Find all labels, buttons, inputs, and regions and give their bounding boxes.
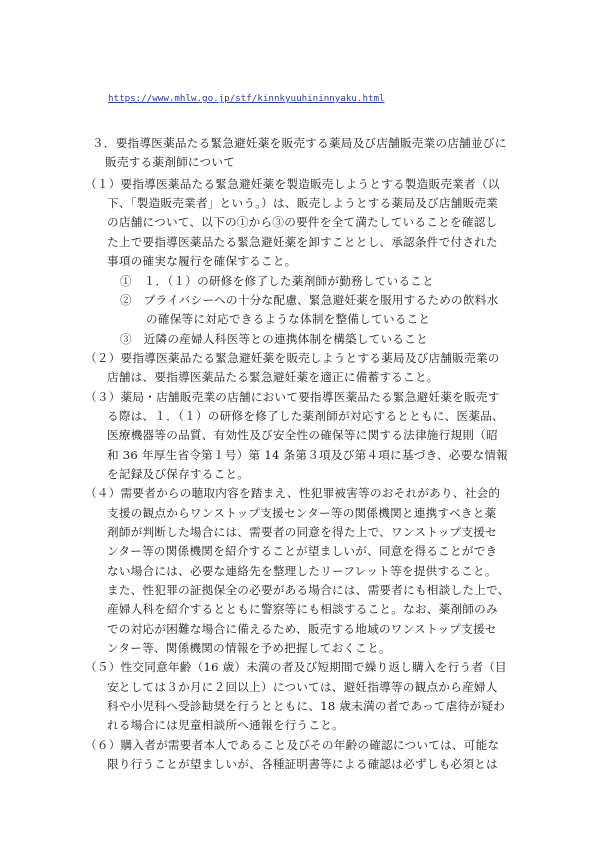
section-3-heading-line-1: ３．要指導医薬品たる緊急避妊薬を販売する薬局及び店舗販売業の店舗並びに (92, 136, 507, 150)
section-3-heading-line-2: 販売する薬剤師について (105, 155, 236, 169)
item-4-line-6: また、性犯罪の証拠保全の必要がある場合には、需要者にも相談した上で、 (107, 583, 510, 597)
item-4-line-9: ンター等、関係機関の情報を予め把握しておくこと。 (107, 641, 391, 655)
item-4-line-5: ない場合には、必要な連絡先を整理したリーフレット等を提供すること。 (107, 564, 497, 578)
item-4-line-2: 支援の観点からワンストップ支援センター等の関係機関と連携すべきと薬 (107, 506, 497, 520)
item-1-line-5: 事項の確実な履行を確保すること。 (107, 254, 297, 268)
item-6-line-2: 限り行うことが望ましいが、各種証明書等による確認は必ずしも必須とは (107, 757, 498, 771)
item-5-line-1: （５）性交同意年齢（16 歳）未満の者及び短期間で繰り返し購入を行う者（目 (85, 660, 507, 674)
item-4-line-8: での対応が困難な場合に備えるため、販売する地域のワンストップ支援セ (107, 622, 497, 636)
item-1-line-4: た上で要指導医薬品たる緊急避妊薬を卸すこととし、承認条件で付された (107, 235, 498, 249)
item-5-line-4: れる場合には児童相談所へ通報を行うこと。 (107, 718, 344, 732)
item-2-line-2: 店舗は、要指導医薬品たる緊急避妊薬を適正に備蓄すること。 (107, 370, 439, 384)
item-4-line-3: 剤師が判断した場合には、需要者の同意を得た上で、ワンストップ支援セ (107, 525, 497, 539)
item-1-line-1: （１）要指導医薬品たる緊急避妊薬を製造販売しようとする製造販売業者（以 (85, 177, 500, 191)
item-4-line-1: （４）需要者からの聴取内容を踏まえ、性犯罪被害等のおそれがあり、社会的 (85, 486, 501, 500)
item-5-line-3: 科や小児科へ受診勧奨を行うとともに、18 歳未満の者であって虐待が疑わ (107, 699, 506, 713)
item-3-line-3: 医療機器等の品質、有効性及び安全性の確保等に関する法律施行規則（昭 (107, 428, 498, 442)
item-1-requirement-3: ③ 近隣の産婦人科医等との連携体制を構築していること (120, 332, 428, 346)
item-6-line-1: （６）購入者が需要者本人であること及びその年齢の確認については、可能な (85, 738, 500, 752)
item-1-requirement-2-line-2: の確保等に対応できるような体制を整備していること (146, 312, 431, 326)
item-1-line-3: の店舗について、以下の①から③の要件を全て満たしていることを確認し (107, 215, 498, 229)
item-3-line-2: る際は、１．（１）の研修を修了した薬剤師が対応するとともに、医薬品、 (107, 409, 504, 423)
item-4-line-4: ンター等の関係機関を紹介することが望ましいが、同意を得ることができ (107, 544, 498, 558)
item-4-line-7: 産婦人科を紹介するとともに警察等にも相談すること。なお、薬剤師のみ (107, 602, 498, 616)
item-5-line-2: 安としては３か月に２回以上）については、避妊指導等の観点から産婦人 (107, 680, 498, 694)
item-1-line-2: 下、「製造販売業者」という。）は、販売しようとする薬局及び店舗販売業 (107, 196, 499, 210)
item-1-requirement-1: ① １．（１）の研修を修了した薬剤師が勤務していること (120, 274, 434, 288)
item-2-line-1: （２）要指導医薬品たる緊急避妊薬を販売しようとする薬局及び店舗販売業の (85, 351, 500, 365)
reference-link[interactable]: https://www.mhlw.go.jp/stf/kinnkyuuhininnyaku.html (108, 93, 385, 104)
item-3-line-1: （３）薬局・店舗販売業の店舗において要指導医薬品たる緊急避妊薬を販売す (85, 390, 500, 404)
item-1-requirement-2-line-1: ② プライバシーへの十分な配慮、緊急避妊薬を服用するための飲料水 (120, 293, 499, 307)
item-3-line-4: 和 36 年厚生省令第１号）第 14 条第３項及び第４項に基づき、必要な情報 (107, 448, 509, 462)
item-3-line-5: を記録及び保存すること。 (107, 467, 250, 481)
